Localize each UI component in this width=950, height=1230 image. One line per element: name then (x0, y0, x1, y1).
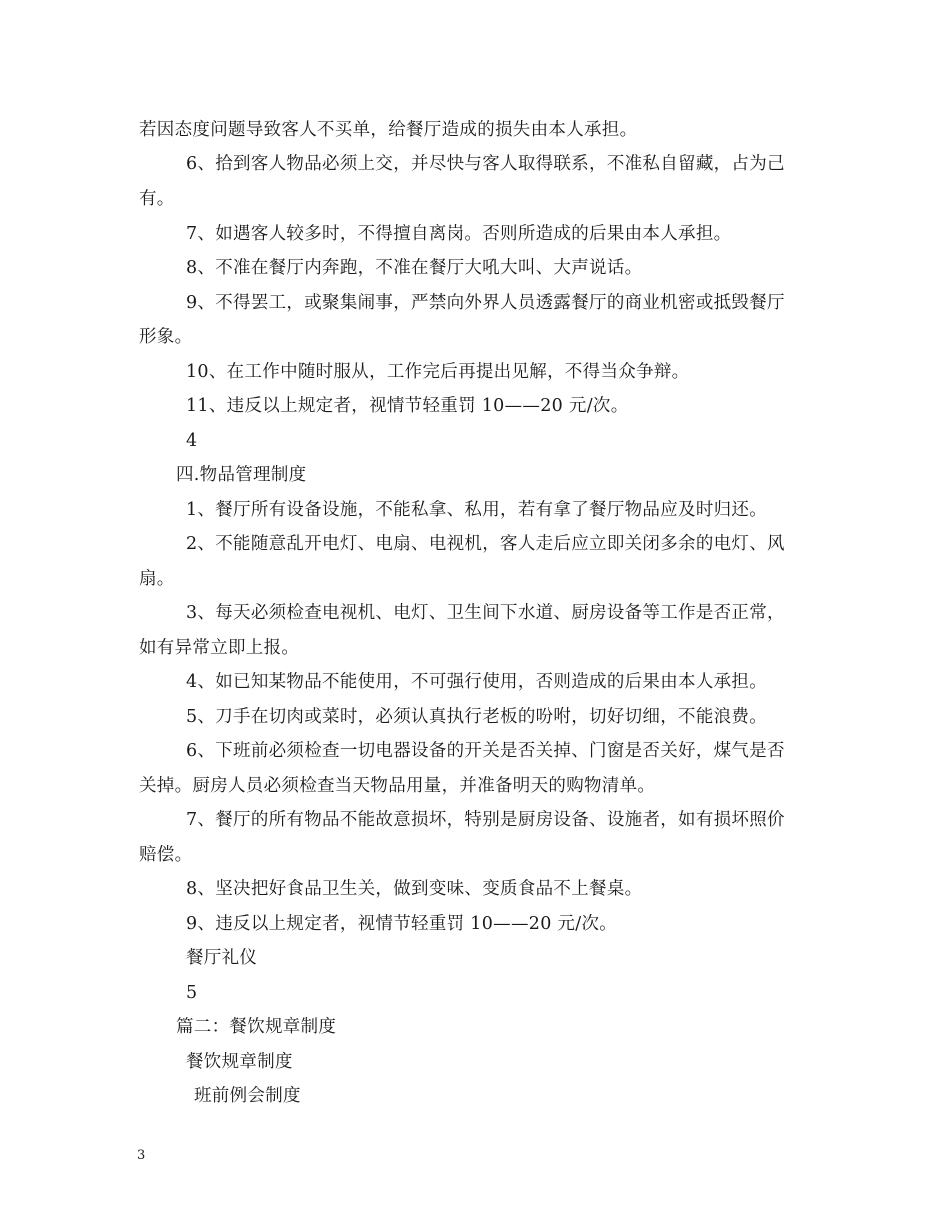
page-number: 3 (137, 1148, 146, 1163)
chapter-heading: 篇二：餐饮规章制度 (176, 1017, 337, 1037)
rule-item-5: 5、刀手在切肉或菜时，必须认真执行老板的吩咐，切好切细，不能浪费。 (186, 707, 768, 727)
text-line: 关掉。厨房人员必须检查当天物品用量，并准备明天的购物清单。 (139, 776, 656, 796)
section-heading: 餐厅礼仪 (186, 948, 258, 968)
rule-item-7: 7、如遇客人较多时，不得擅自离岗。否则所造成的后果由本人承担。 (186, 224, 732, 244)
rule-item-8: 8、不准在餐厅内奔跑，不准在餐厅大吼大叫、大声说话。 (186, 258, 643, 278)
text-line: 如有异常立即上报。 (139, 638, 300, 658)
rule-item-9: 9、不得罢工，或聚集闹事，严禁向外界人员透露餐厅的商业机密或抵毁餐厅 (186, 293, 785, 313)
section-number: 4 (186, 431, 198, 451)
rule-item-4: 4、如已知某物品不能使用，不可强行使用，否则造成的后果由本人承担。 (186, 672, 768, 692)
rule-item-10: 10、在工作中随时服从，工作完后再提出见解，不得当众争辩。 (186, 362, 690, 382)
rule-item-9: 9、违反以上规定者，视情节轻重罚 10——20 元/次。 (186, 914, 618, 934)
rule-item-1: 1、餐厅所有设备设施，不能私拿、私用，若有拿了餐厅物品应及时归还。 (186, 500, 768, 520)
text-line: 赔偿。 (139, 845, 193, 865)
text-line: 有。 (139, 189, 175, 209)
rule-item-3: 3、每天必须检查电视机、电灯、卫生间下水道、厨房设备等工作是否正常， (186, 603, 785, 623)
rule-item-2: 2、不能随意乱开电灯、电扇、电视机，客人走后应立即关闭多余的电灯、风 (186, 534, 785, 554)
rule-item-7: 7、餐厅的所有物品不能故意损坏，特别是厨房设备、设施者，如有损坏照价 (186, 810, 785, 830)
rule-item-6: 6、拾到客人物品必须上交，并尽快与客人取得联系，不准私自留藏，占为己 (186, 154, 785, 174)
document-title: 餐饮规章制度 (186, 1052, 293, 1072)
text-line: 若因态度问题导致客人不买单，给餐厅造成的损失由本人承担。 (139, 120, 638, 140)
rule-item-8: 8、坚决把好食品卫生关，做到变味、变质食品不上餐桌。 (186, 879, 643, 899)
section-heading: 四.物品管理制度 (176, 465, 307, 485)
text-line: 形象。 (139, 327, 193, 347)
section-number: 5 (186, 983, 198, 1003)
subsection-heading: 班前例会制度 (194, 1086, 301, 1106)
rule-item-11: 11、违反以上规定者，视情节轻重罚 10——20 元/次。 (186, 396, 629, 416)
rule-item-6: 6、下班前必须检查一切电器设备的开关是否关掉、门窗是否关好，煤气是否 (186, 741, 785, 761)
text-line: 扇。 (139, 569, 175, 589)
